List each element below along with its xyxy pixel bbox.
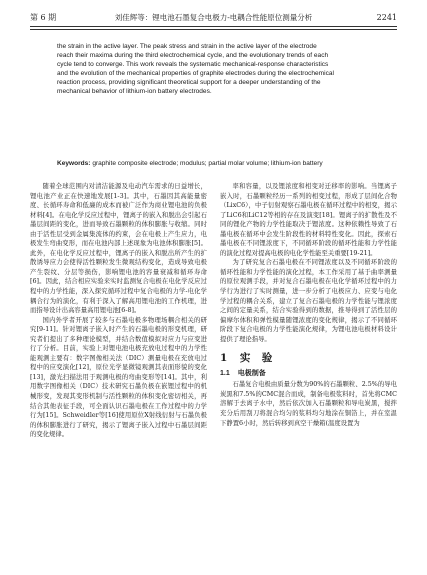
abstract-line: reaction process, providing significant theoretical support for a deeper understanding of the <box>57 79 321 87</box>
section-heading <box>220 354 397 364</box>
running-title: 刘佳辉等：锂电池石墨复合电极力-电耦合性能原位测量分析 <box>114 12 313 22</box>
section-title: 实 验 <box>239 352 273 365</box>
body-paragraph: 随着全球范围内对清洁能源及电动汽车需求的日益增长，锂电池产业正在快速地发展[1-3]。其中，石墨因其高能量密度、长循环寿命和低廉的成本而被广泛作为商业锂电池的负极材料[4]。在电化学反应过程中，锂离子的嵌入和脱出会引起石墨层间距的变化，进而导致石墨颗粒的体积膨胀与收缩。同时由于活性层受到金属集流体的约束，会在电极上产生应力，电极发生弯曲变形，而在电池内部上述现象为电池体积膨胀[5]。此外，在电化学反应过程中，锂离子的嵌入和脱出所产生的扩散诱导应力会使得活性颗粒发生微观结构变化，造成导致电极产生裂纹、分层等损伤，影响锂电池的容量衰减和循环寿命[6]。因此，结合相应实验来实时监测复合电极在电化学反应过程中的力学性能，深入探究循环过程中复合电极的力学-电化学耦合行为的演化，有利于深入了解高用锂电池的工作机理，进而指导设计出高容量高用锂电池[6-8]。 <box>30 183 207 315</box>
right-column <box>220 182 397 428</box>
subsection-title: 电极制备 <box>237 369 266 377</box>
body-paragraph: 石墨复合电极由质量分数为90%的石墨颗粒、2.5%的导电炭黑和7.5%的CMC混合而成，制备电极浆料时，首先将CMC溶解于去离子水中，然后依次加入石墨颗粒和导电炭黑，搅拌充分后用刮刀将混合均匀的浆料均匀地涂在铜箔上，并在室温下静置6小时，然后转移到真空干燥箱(温度设置为 <box>220 381 397 427</box>
keywords <box>57 159 377 168</box>
keywords-text: graphite composite electrode; modulus; partial molar volume; lithium-ion battery <box>92 160 323 167</box>
subsection-number: 1.1 <box>220 369 230 377</box>
issue-number: 第 6 期 <box>30 12 57 22</box>
body-paragraph: 率和容量，以及锂浓度和相变对迁移率的影响。当锂离子嵌入时，石墨颗粒经历一系列的相变过程，形成了层间化合物（LixC6），中子衍射观察石墨电极在循环过程中的相变，揭示了LiC6和LiC12等相的存在及演变[18]。锂离子的扩散性及不同的锂化产物的力学性能取决于锂浓度。这种依赖性导致了石墨电极在循环中会发生阶段性的材料特性变化。因此，探索石墨电极在不同锂浓度下，不同循环阶段的循环性能和力学性能的演化过程对提高电极的电化学性能至关重要[19-21]。 <box>220 183 397 257</box>
running-header <box>30 10 397 24</box>
abstract-block <box>57 42 377 96</box>
abstract-line: and the evolution of the mechanical properties of graphite electrodes during the electrochemical <box>57 70 334 78</box>
section-number: 1 <box>220 352 228 365</box>
abstract-line: reach their maxima during the third electrochemical cycle, and the evolutionary trends of each <box>57 52 329 60</box>
header-rule-thick <box>30 26 397 27</box>
page-number: 2241 <box>376 12 397 22</box>
header-rule-thin <box>30 29 397 30</box>
abstract-line: cycle tend to converge. This work reveals the systematic mechanical-response characteristics <box>57 61 329 69</box>
abstract-line: mechanical behavior of lithium-ion battery electrodes. <box>57 88 212 96</box>
subsection-heading <box>220 369 397 379</box>
left-column <box>30 182 207 440</box>
keywords-label: Keywords: <box>57 160 91 167</box>
abstract-line: the strain in the active layer. The peak stress and strain in the active layer of the electrode <box>57 43 317 50</box>
body-paragraph: 为了研究复合石墨电极在不同锂浓度以及不同循环阶段的循环性能和力学性能的演化过程，本工作采用了基于曲率测量的原位观测手段，并对复合石墨电极在电化学循环过程中的力学行为进行了实时测量，进一步分析了电极应力、应变与电化学过程的耦合关系，建立了复合石墨电极的力学性能与锂浓度之间的定量关系，结合实验得到的数据，推导得到了活性层的偏摩尔体积和弹性模量随锂浓度的变化规律，揭示了不同循环阶段下复合电极的力学性能演化规律，为锂电池电极材料设计提供了理论指导。 <box>220 259 397 343</box>
body-paragraph: 国内外学者开展了较多与石墨电极多物理场耦合相关的研究[9-11]。针对锂离子嵌入时产生的石墨电极的形变机理，研究者们提出了多种理论模型，并结合数值模拟对应力与应变进行了分析。目前，实验上对锂电池电极充放电过程中的力学性能观测主要有：数字图像相关法（DIC）测量电极在充放电过程中的应变演化[12]，原位光学显微镜观测其表面形貌的变化[13]，激光扫描法用于观测电极的弯曲变形等[14]。其中，利用数字图像相关（DIC）技术研究石墨负极在嵌锂过程中的机械形变，发现其变形机制与活性颗粒的体积变化密切相关，再结合其他表征手段，可全面认识石墨电极在工作过程中的力学行为[15]。Schweidler等[16]使用原位X射线衍射与石墨负极的体积膨胀进行了研究，揭示了锂离子嵌入过程中石墨层间距的变化规律。 <box>30 316 207 439</box>
